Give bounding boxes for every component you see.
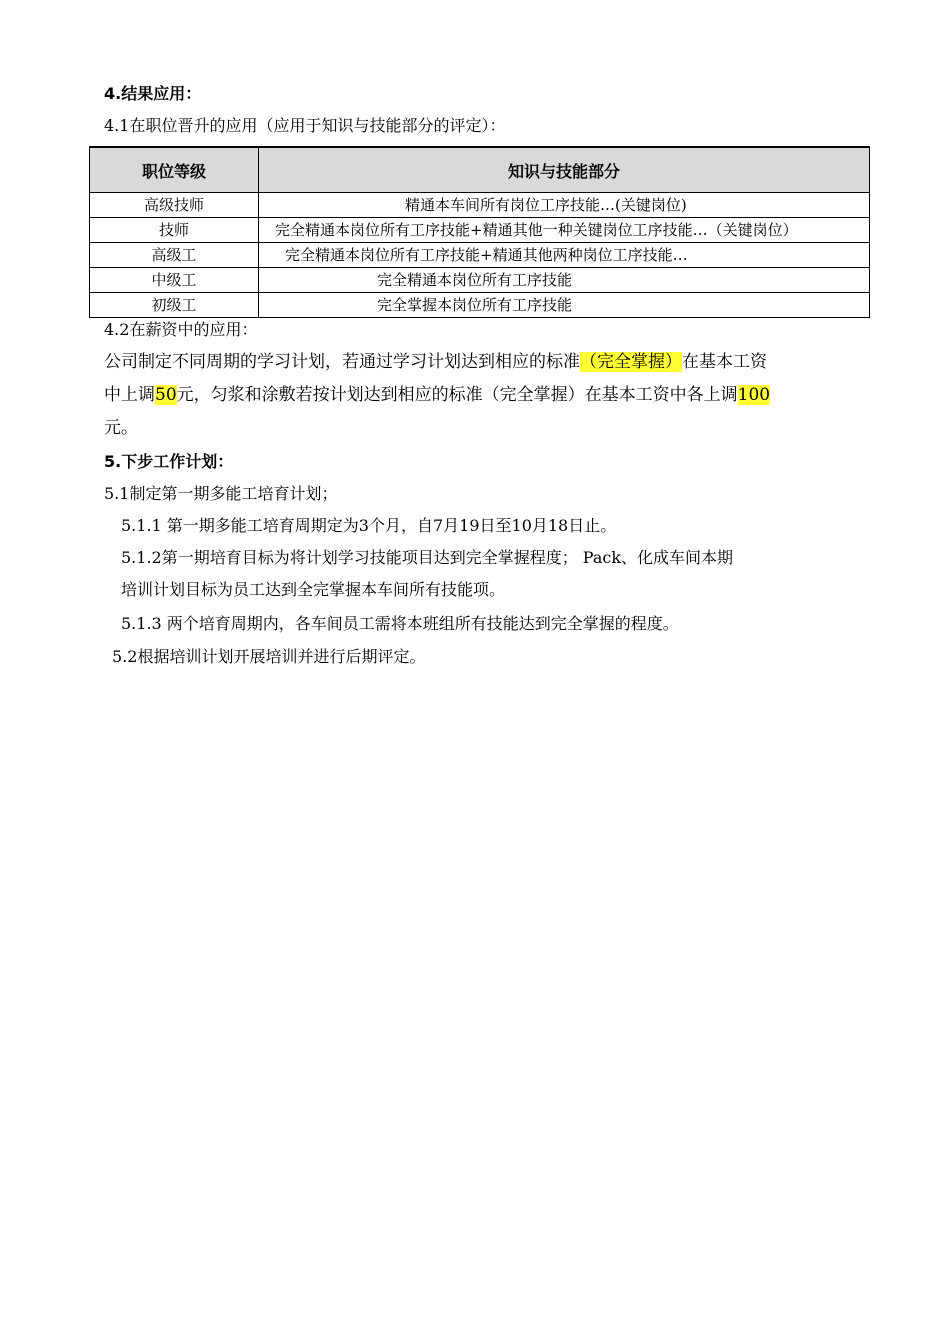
- section-4-1-title: 4.1在职位晋升的应用（应用于知识与技能部分的评定）：: [104, 116, 506, 135]
- grade-cell: 技师: [90, 218, 259, 243]
- skill-cell: 完全精通本岗位所有工序技能+精通其他两种岗位工序技能…: [259, 243, 870, 268]
- section-4-heading: 4.结果应用：: [104, 84, 202, 103]
- table-row: [90, 268, 870, 293]
- salary-text: 在基本工资: [682, 352, 767, 372]
- skill-cell: 完全精通本岗位所有工序技能: [259, 268, 870, 293]
- salary-paragraph-line-3: 元。: [104, 418, 138, 438]
- table-row: [90, 218, 870, 243]
- plan-item-5-1-1: 5.1.1 第一期多能工培育周期定为3个月，自7月19日至10月18日止。: [121, 516, 617, 535]
- highlight-50: 50: [155, 385, 177, 405]
- salary-paragraph-line-1: [104, 351, 767, 373]
- salary-text: 中上调: [104, 385, 155, 405]
- grade-cell: 高级技师: [90, 193, 259, 218]
- highlight-full-mastery: （完全掌握）: [580, 352, 682, 372]
- plan-item-5-1-2-line-2: 培训计划目标为员工达到全完掌握本车间所有技能项。: [121, 580, 506, 599]
- highlight-100: 100: [737, 385, 771, 405]
- grade-cell: 高级工: [90, 243, 259, 268]
- salary-paragraph-line-2: [104, 384, 770, 406]
- section-4-2-title: 4.2在薪资中的应用：: [104, 320, 258, 339]
- table-header-row: [90, 147, 870, 193]
- header-grade: 职位等级: [90, 147, 259, 193]
- grade-cell: 中级工: [90, 268, 259, 293]
- skill-cell: 精通本车间所有岗位工序技能…(关键岗位): [259, 193, 870, 218]
- table-row: [90, 293, 870, 318]
- section-5-heading: 5.下步工作计划：: [104, 452, 234, 471]
- grade-cell: 初级工: [90, 293, 259, 318]
- header-skill: 知识与技能部分: [259, 147, 870, 193]
- salary-text: 公司制定不同周期的学习计划，若通过学习计划达到相应的标准: [104, 352, 580, 372]
- skill-cell: 完全掌握本岗位所有工序技能: [259, 293, 870, 318]
- plan-item-5-1-3: 5.1.3 两个培育周期内，各车间员工需将本班组所有技能达到完全掌握的程度。: [121, 614, 679, 633]
- table-row: [90, 193, 870, 218]
- plan-item-5-1: 5.1制定第一期多能工培育计划；: [104, 484, 338, 503]
- skill-cell: 完全精通本岗位所有工序技能+精通其他一种关键岗位工序技能…（关键岗位）: [259, 218, 870, 243]
- plan-item-5-2: 5.2根据培训计划开展培训并进行后期评定。: [112, 647, 426, 666]
- salary-text: 元，匀浆和涂敷若按计划达到相应的标准（完全掌握）在基本工资中各上调: [176, 385, 738, 405]
- table-row: [90, 243, 870, 268]
- grade-skill-table: [89, 146, 870, 318]
- plan-item-5-1-2-line-1: 5.1.2第一期培育目标为将计划学习技能项目达到完全掌握程度； Pack、化成车间本期: [121, 548, 734, 567]
